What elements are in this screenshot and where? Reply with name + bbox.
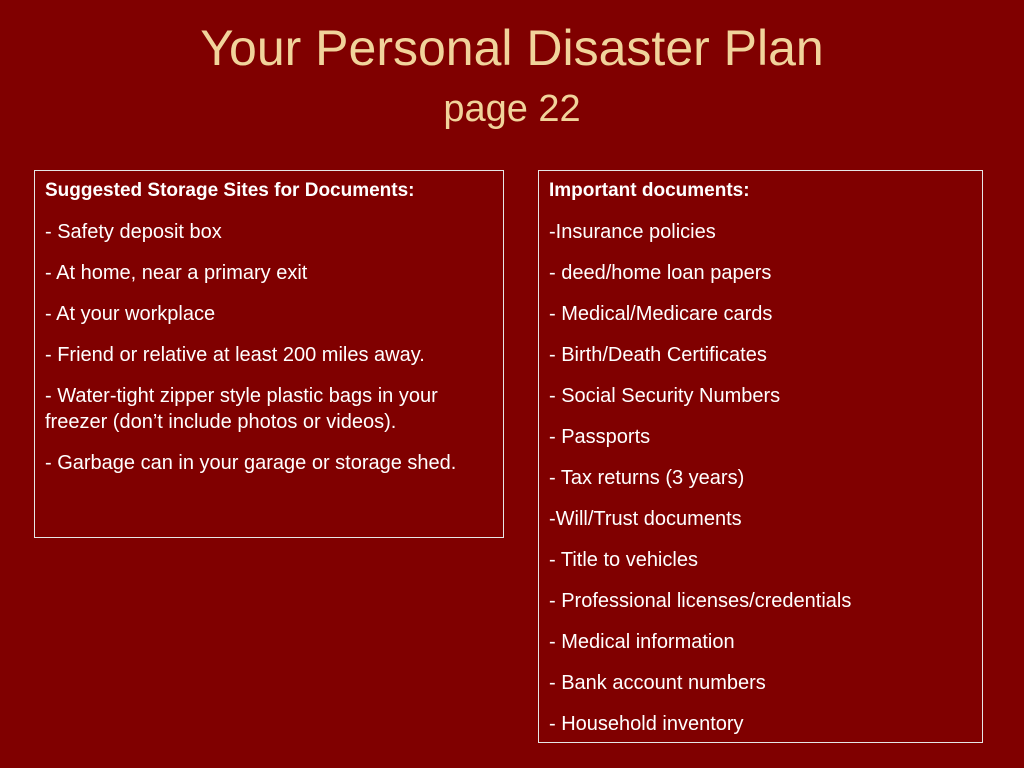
document-item: - Medical information	[549, 631, 735, 653]
document-item: - Household inventory	[549, 713, 744, 735]
document-item: - Bank account numbers	[549, 672, 766, 694]
storage-sites-box	[34, 170, 504, 538]
storage-site-item: - Friend or relative at least 200 miles away.	[45, 344, 425, 366]
document-item: - deed/home loan papers	[549, 262, 772, 284]
storage-site-item: - At home, near a primary exit	[45, 262, 308, 284]
document-item: - Professional licenses/credentials	[549, 590, 852, 612]
important-documents-box	[538, 170, 983, 743]
document-item: - Birth/Death Certificates	[549, 344, 767, 366]
important-documents-list	[549, 219, 972, 737]
document-item: - Medical/Medicare cards	[549, 303, 773, 325]
storage-sites-heading: Suggested Storage Sites for Documents:	[45, 180, 415, 201]
slide-subtitle: page 22	[443, 88, 581, 130]
storage-site-item: - Water-tight zipper style plastic bags in your freezer (don’t include photos or videos).	[45, 385, 438, 433]
slide-title: Your Personal Disaster Plan	[200, 20, 824, 76]
document-item: - Title to vehicles	[549, 549, 698, 571]
important-documents-heading: Important documents:	[549, 180, 750, 201]
storage-site-item: - At your workplace	[45, 303, 216, 325]
storage-site-item: - Garbage can in your garage or storage shed.	[45, 452, 457, 474]
document-item: - Tax returns (3 years)	[549, 467, 745, 489]
document-item: - Passports	[549, 426, 651, 448]
document-item: -Will/Trust documents	[549, 508, 742, 530]
storage-site-item: - Safety deposit box	[45, 221, 222, 243]
storage-sites-list	[45, 219, 493, 476]
document-item: - Social Security Numbers	[549, 385, 781, 407]
document-item: -Insurance policies	[549, 221, 716, 243]
